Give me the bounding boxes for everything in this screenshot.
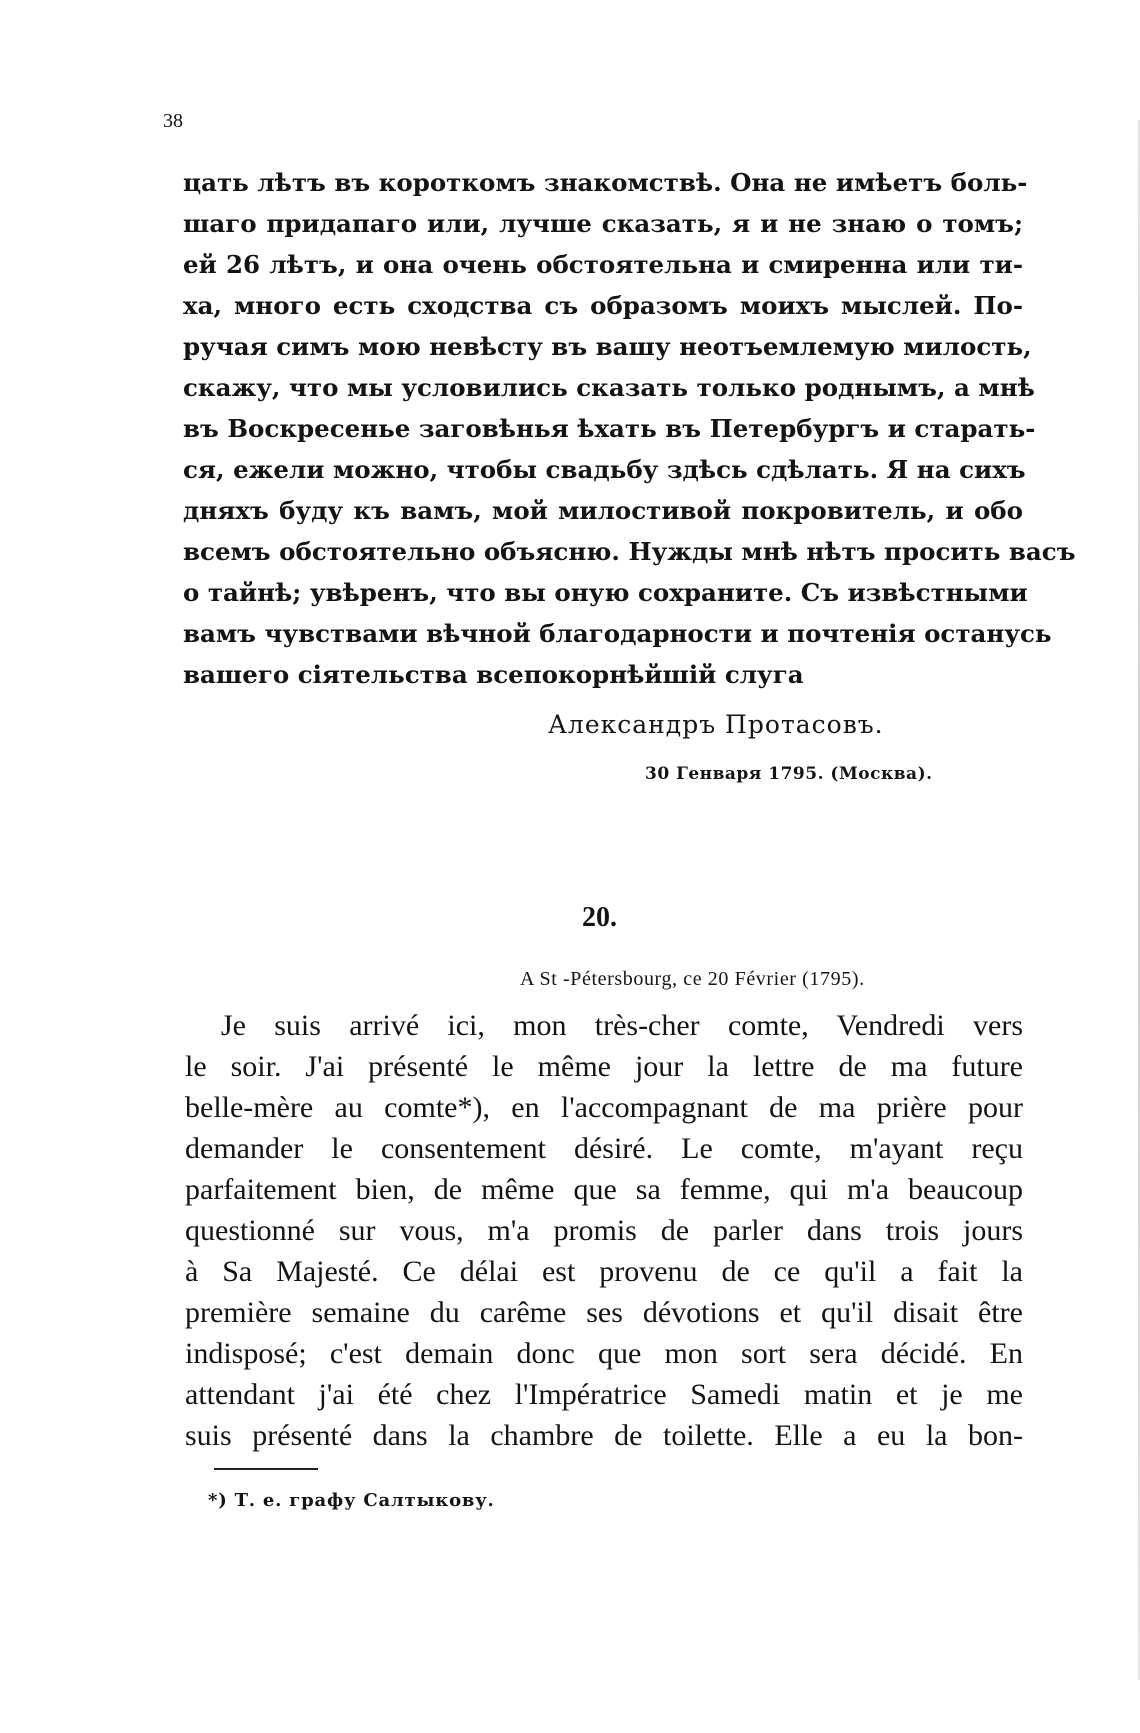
text-line: suis présenté dans la chambre de toilette. Elle a eu la bon-: [185, 1419, 1023, 1452]
text-line: belle-mère au comte*), en l'accompagnant de ma prière pour: [185, 1091, 1023, 1124]
text-line: вашего сіятельства всепокорнѣйшій слуга: [183, 660, 804, 689]
text-line: ся, ежели можно, чтобы свадьбу здѣсь сдѣлать. Я на сихъ: [183, 455, 1026, 484]
russian-letter-body: [183, 162, 1076, 695]
french-letter-body: [185, 1005, 1023, 1456]
text-line: Je suis arrivé ici, mon très-cher comte, Vendredi vers: [221, 1009, 1023, 1042]
text-line: ручая симъ мою невѣсту въ вашу неотъемлемую милость,: [183, 332, 1032, 361]
text-line: скажу, что мы условились сказать только роднымъ, а мнѣ: [183, 373, 1035, 402]
text-line: въ Воскресенье заговѣнья ѣхать въ Петербургъ и старать-: [183, 414, 1036, 443]
text-line: дняхъ буду къ вамъ, мой милостивой покровитель, и обо: [183, 496, 1023, 525]
text-line: шаго придапаго или, лучше сказать, я и не знаю о томъ;: [183, 209, 1023, 238]
footnote-divider: [214, 1468, 318, 1470]
text-line: о тайнѣ; увѣренъ, что вы оную сохраните. Съ извѣстными: [183, 578, 1028, 607]
text-line: indisposé; c'est demain donc que mon sort sera décidé. En: [185, 1337, 1023, 1370]
text-line: première semaine du carême ses dévotions et qu'il disait être: [185, 1296, 1023, 1329]
text-line: parfaitement bien, de même que sa femme, qui m'a beaucoup: [185, 1173, 1023, 1206]
footnote: *) Т. е. графу Салтыкову.: [208, 1490, 495, 1511]
text-line: demander le consentement désiré. Le comte, m'ayant reçu: [185, 1132, 1023, 1165]
text-line: вамъ чувствами вѣчной благодарности и почтенія останусь: [183, 619, 1052, 648]
text-line: attendant j'ai été chez l'Impératrice Samedi matin et je me: [185, 1378, 1023, 1411]
text-line: ха, много есть сходства съ образомъ моихъ мыслей. По-: [183, 291, 1023, 320]
text-line: ей 26 лѣтъ, и она очень обстоятельна и смиренна или ти-: [183, 250, 1023, 279]
page-number: 38: [163, 110, 183, 132]
french-letter-dateline: A St -Pétersbourg, ce 20 Février (1795).: [520, 968, 865, 990]
text-line: questionné sur vous, m'a promis de parler dans trois jours: [185, 1214, 1023, 1247]
text-line: всемъ обстоятельно объясню. Нужды мнѣ нѣтъ просить васъ: [183, 537, 1076, 566]
text-line: цать лѣтъ въ короткомъ знакомствѣ. Она не имѣетъ боль-: [183, 168, 1028, 197]
letter-number-heading: 20.: [582, 902, 617, 933]
text-line: le soir. J'ai présenté le même jour la lettre de ma future: [185, 1050, 1023, 1083]
russian-letter-date: 30 Генваря 1795. (Москва).: [645, 764, 933, 784]
text-line: à Sa Majesté. Ce délai est provenu de ce qu'il a fait la: [185, 1255, 1023, 1288]
signature: Александръ Протасовъ.: [548, 710, 884, 739]
